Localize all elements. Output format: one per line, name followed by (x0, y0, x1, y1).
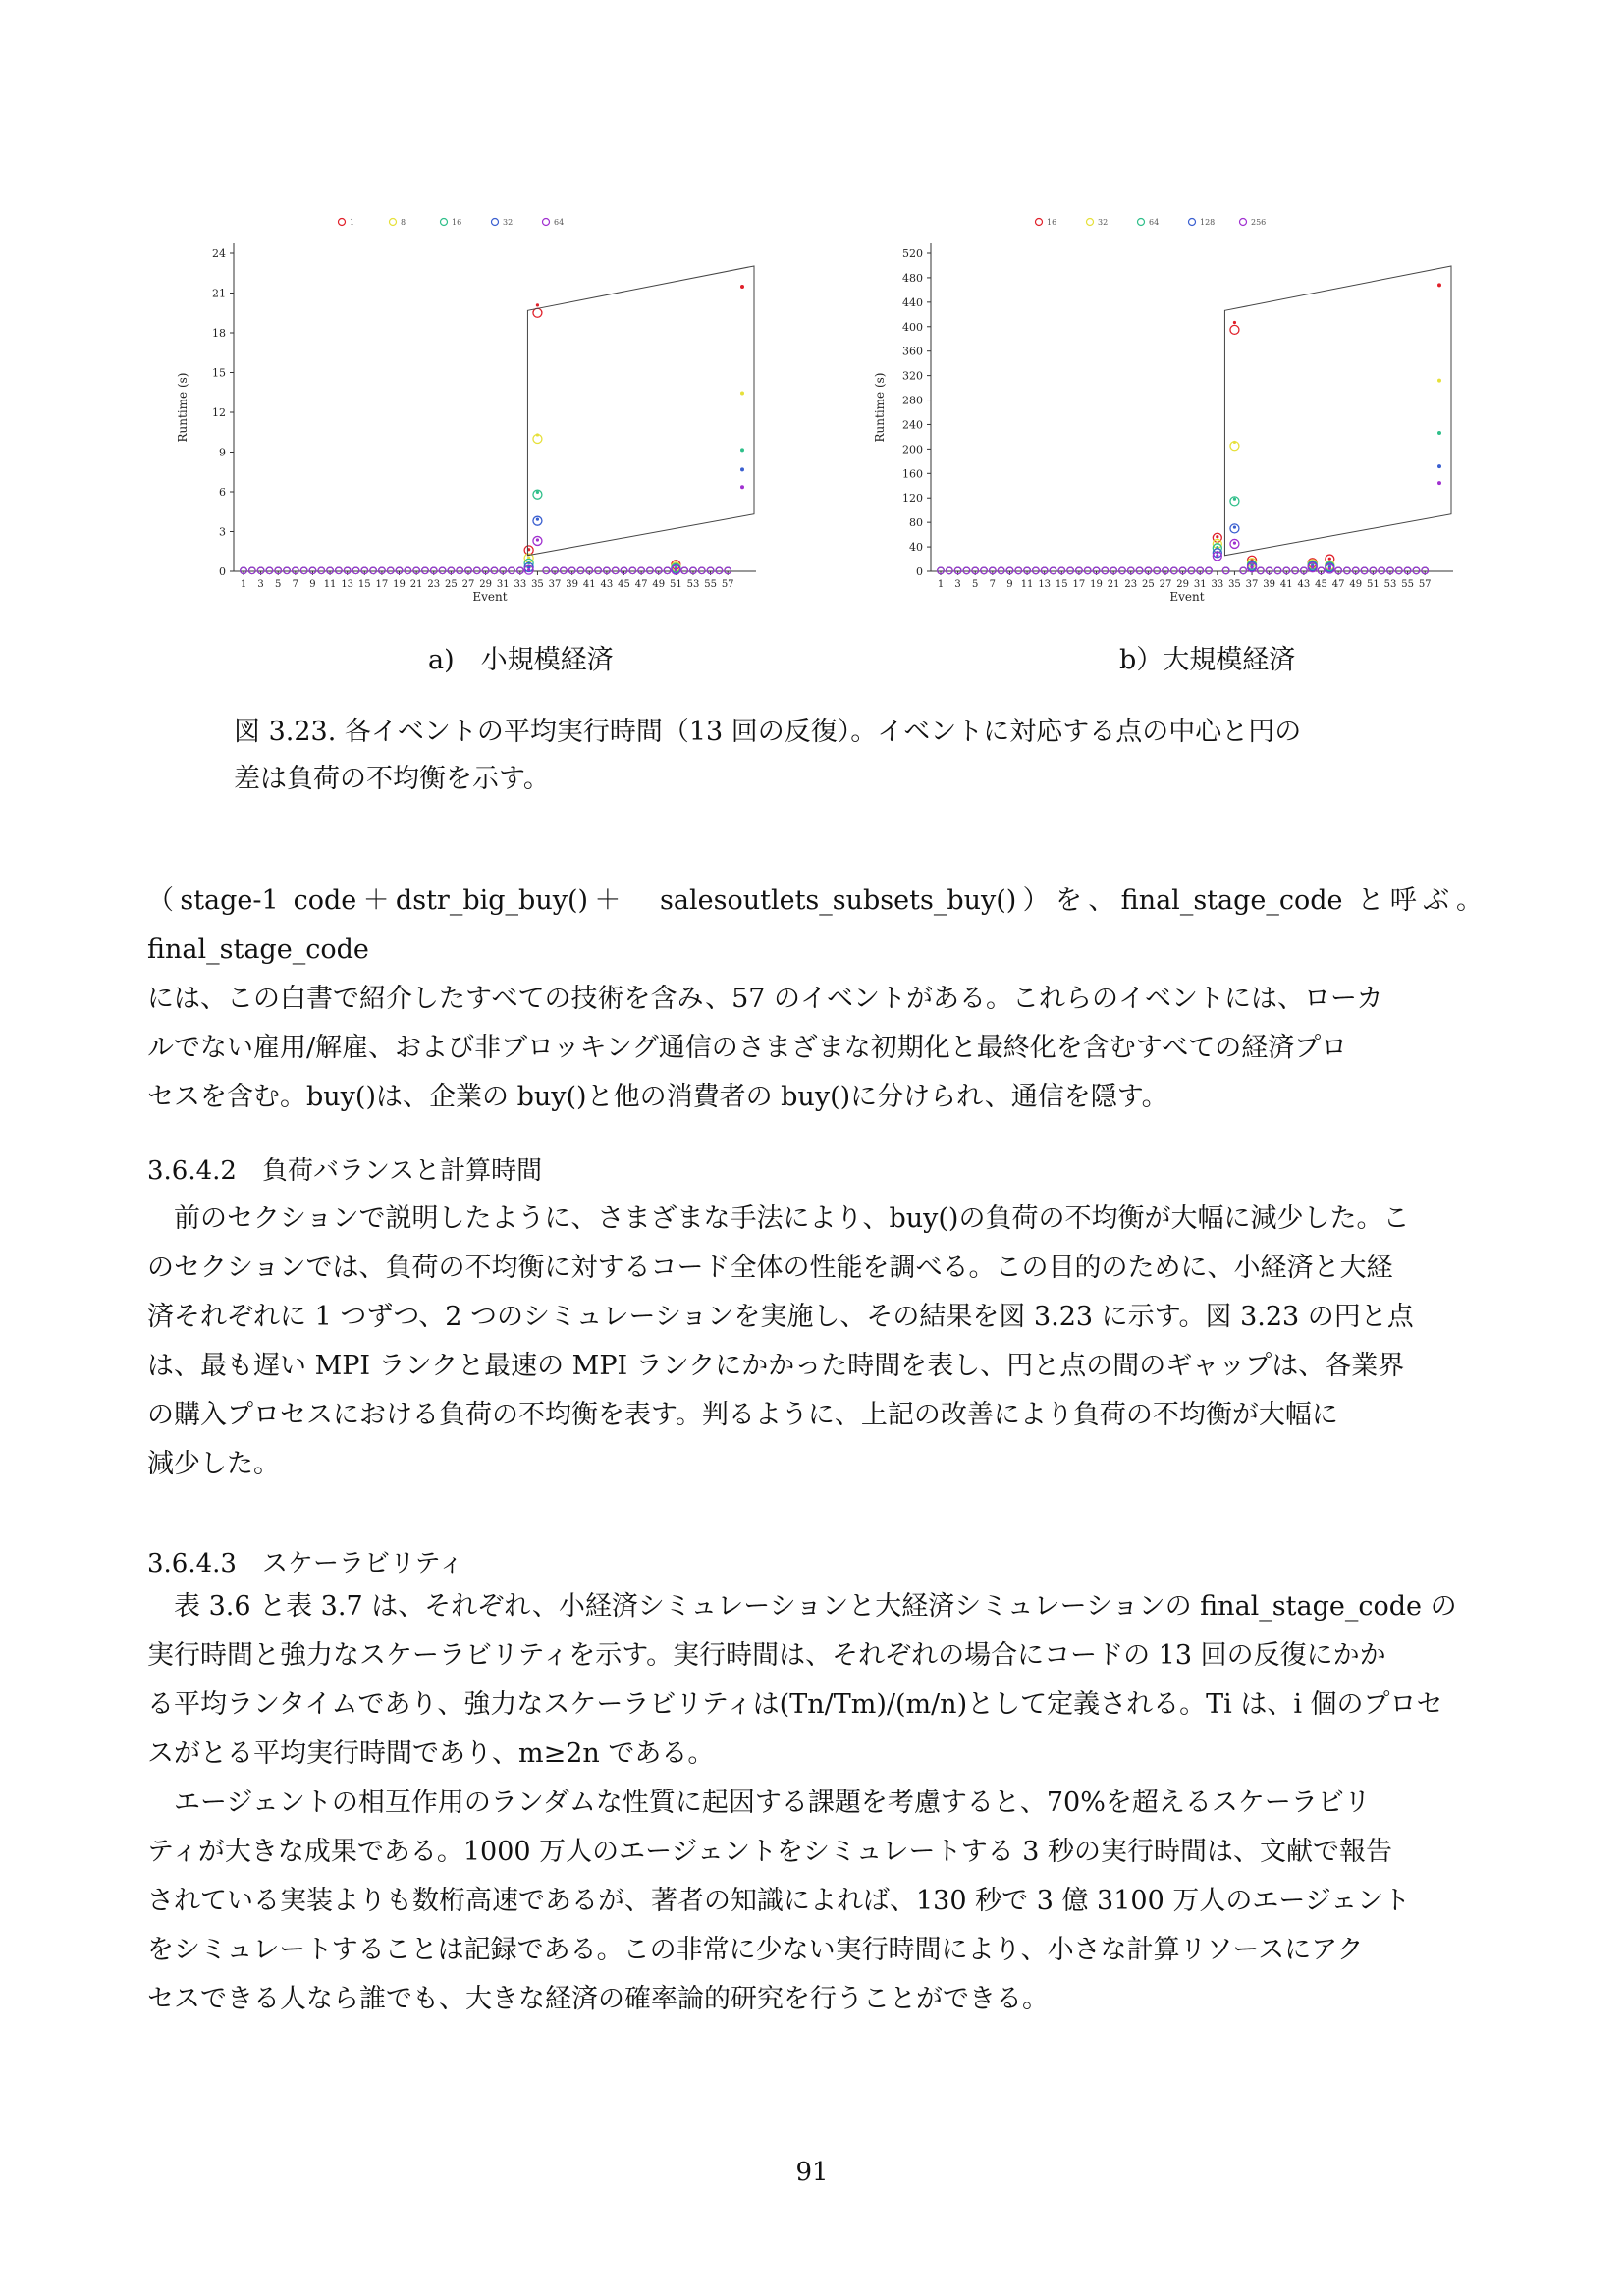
y-tick-label: 320 (902, 369, 923, 383)
data-point (249, 567, 256, 574)
legend-marker (390, 219, 397, 226)
section-heading-3-6-4-2: 3.6.4.2 負荷バランスと計算時間 (147, 1156, 543, 1186)
data-point (1395, 567, 1402, 574)
x-tick-label: 49 (652, 579, 666, 590)
x-tick-label: 35 (1228, 579, 1241, 590)
x-tick-label: 57 (721, 579, 734, 590)
data-point (387, 567, 394, 574)
data-point (1033, 567, 1040, 574)
x-tick-label: 47 (634, 579, 648, 590)
y-tick-label: 6 (219, 486, 226, 499)
data-point (405, 567, 411, 574)
x-tick-label: 19 (1090, 579, 1103, 590)
data-point (1119, 567, 1126, 574)
x-tick-label: 17 (1072, 579, 1086, 590)
legend-marker (1240, 219, 1247, 226)
x-tick-label: 5 (972, 579, 979, 590)
x-tick-label: 33 (514, 579, 527, 590)
legend-label: 16 (452, 218, 462, 227)
data-point (1084, 567, 1091, 574)
x-tick-label: 49 (1349, 579, 1363, 590)
x-tick-label: 31 (1193, 579, 1207, 590)
data-dot (1233, 542, 1236, 545)
x-tick-label: 13 (341, 579, 354, 590)
legend-label: 256 (1251, 218, 1267, 227)
para4-line: セスできる人なら誰でも、大きな経済の確率論的研究を行うことができる。 (147, 1984, 1049, 2014)
data-point (998, 567, 1004, 574)
data-point (1154, 567, 1161, 574)
data-point (612, 567, 619, 574)
x-tick-label: 7 (292, 579, 299, 590)
data-point (1067, 567, 1074, 574)
x-tick-label: 13 (1038, 579, 1052, 590)
para4-line: ティが大きな成果である。1000 万人のエージェントをシミュレートする 3 秒の実行時間は、文献で報告 (147, 1837, 1393, 1867)
para3-line: 実行時間と強力なスケーラビリティを示す。実行時間は、それぞれの場合にコードの 13 回の反復にかか (147, 1640, 1386, 1671)
zoom-point (740, 391, 744, 395)
data-point (473, 567, 480, 574)
para2-line: は、最も遅い MPI ランクと最速の MPI ランクにかかった時間を表し、円と点の間のギャップは、各業界 (147, 1351, 1405, 1381)
x-axis-label: Event (1169, 590, 1205, 604)
para2-line: 前のセクションで説明したように、さまざまな手法により、buy()の負荷の不均衡が大幅に減少した。こ (147, 1203, 1410, 1234)
x-tick-label: 55 (1401, 579, 1414, 590)
data-point (318, 567, 325, 574)
legend-label: 16 (1047, 218, 1057, 227)
data-point (352, 567, 359, 574)
data-point (509, 567, 515, 574)
para2-line: 済それぞれに 1 つずつ、2 つのシミュレーションを実施し、その結果を図 3.23 に示す。図 3.23 の円と点 (147, 1302, 1414, 1332)
data-point (1222, 567, 1229, 574)
legend-label: 8 (401, 218, 406, 227)
page-number: 91 (795, 2158, 829, 2187)
data-dot (1311, 566, 1314, 569)
x-tick-label: 27 (461, 579, 475, 590)
y-tick-label: 280 (902, 394, 923, 407)
x-tick-label: 7 (989, 579, 997, 590)
legend-marker (1189, 219, 1196, 226)
x-tick-label: 35 (531, 579, 544, 590)
x-tick-label: 1 (240, 579, 247, 590)
y-tick-label: 80 (909, 516, 923, 530)
x-tick-label: 27 (1159, 579, 1172, 590)
x-tick-label: 45 (1315, 579, 1327, 590)
legend-label: 64 (1149, 218, 1160, 227)
zoom-point (1437, 464, 1441, 468)
zoom-point (740, 467, 744, 471)
data-dot (1216, 554, 1218, 557)
y-axis-label: Runtime (s) (176, 372, 189, 443)
x-tick-label: 43 (600, 579, 614, 590)
data-point (664, 567, 671, 574)
x-tick-label: 3 (954, 579, 961, 590)
y-tick-label: 12 (212, 406, 226, 419)
para1-line: ルでない雇用/解雇、および非ブロッキング通信のさまざまな初期化と最終化を含むすべての経済プロ (147, 1033, 1348, 1063)
paragraph-3 (147, 1582, 1483, 1779)
x-tick-label: 9 (1006, 579, 1013, 590)
x-tick-label: 11 (323, 579, 337, 590)
data-point (981, 567, 988, 574)
data-point (1206, 567, 1213, 574)
x-tick-label: 5 (275, 579, 282, 590)
y-tick-label: 520 (902, 247, 923, 260)
x-tick-label: 39 (1263, 579, 1276, 590)
x-tick-label: 29 (1176, 579, 1189, 590)
para3-line: スがとる平均実行時間であり、m≥2n である。 (147, 1738, 715, 1769)
y-tick-label: 9 (219, 446, 226, 459)
section-heading-3-6-4-3: 3.6.4.3 スケーラビリティ (147, 1549, 464, 1578)
legend-label: 1 (350, 218, 355, 227)
data-point (284, 567, 291, 574)
legend-marker (492, 219, 499, 226)
data-dot (1233, 498, 1236, 501)
x-tick-label: 33 (1211, 579, 1224, 590)
x-tick-label: 53 (686, 579, 700, 590)
data-point (370, 567, 377, 574)
x-tick-label: 23 (427, 579, 441, 590)
data-point (457, 567, 463, 574)
x-tick-label: 43 (1297, 579, 1311, 590)
x-tick-label: 57 (1418, 579, 1432, 590)
y-tick-label: 440 (902, 295, 923, 309)
data-point (1361, 567, 1368, 574)
x-tick-label: 51 (669, 579, 682, 590)
y-tick-label: 360 (902, 345, 923, 358)
data-point (1170, 567, 1177, 574)
chart-b (864, 206, 1473, 618)
zoom-point (1437, 379, 1441, 383)
data-dot (675, 568, 677, 571)
data-point (1230, 325, 1239, 334)
para4-line: をシミュレートすることは記録である。この非常に少ない実行時間により、小さな計算リソースにアク (147, 1935, 1364, 1965)
data-point (1050, 567, 1056, 574)
x-tick-label: 37 (548, 579, 562, 590)
y-tick-label: 0 (219, 565, 226, 578)
data-point (1413, 567, 1420, 574)
y-axis-label: Runtime (s) (873, 372, 887, 443)
x-tick-label: 15 (1055, 579, 1068, 590)
legend-marker (543, 219, 550, 226)
x-tick-label: 1 (937, 579, 945, 590)
data-point (577, 567, 584, 574)
x-tick-label: 19 (393, 579, 406, 590)
y-tick-label: 15 (212, 366, 226, 380)
para1-line: セスを含む。buy()は、企業の buy()と他の消費者の buy()に分けられ、通信を隠す。 (147, 1082, 1168, 1112)
data-point (629, 567, 636, 574)
data-dot (536, 433, 539, 436)
data-point (336, 567, 343, 574)
para3-line: 表 3.6 と表 3.7 は、それぞれ、小経済シミュレーションと大経済シミュレーションの final_stage_code の (147, 1591, 1457, 1622)
data-point (1274, 567, 1281, 574)
x-tick-label: 41 (1279, 579, 1293, 590)
data-point (1015, 567, 1022, 574)
y-tick-label: 160 (902, 467, 923, 481)
data-point (681, 567, 688, 574)
x-tick-label: 37 (1245, 579, 1259, 590)
para2-line: 減少した。 (147, 1449, 280, 1479)
data-point (300, 567, 307, 574)
para1-line: には、この白書で紹介したすべての技術を含み、57 のイベントがある。これらのイベントには、ローカ (147, 984, 1383, 1014)
figure-b-label: b）大規模経済 (1119, 645, 1296, 675)
paragraph-4 (147, 1779, 1483, 2024)
data-point (647, 567, 654, 574)
chart-a (167, 206, 776, 618)
data-dot (1328, 567, 1331, 570)
zoom-box (1224, 266, 1451, 556)
zoom-point (1437, 481, 1441, 485)
x-tick-label: 3 (257, 579, 264, 590)
x-tick-label: 39 (566, 579, 579, 590)
data-point (439, 567, 446, 574)
y-tick-label: 21 (212, 287, 226, 300)
legend-marker (339, 219, 346, 226)
paragraph-2 (147, 1195, 1483, 1489)
data-point (716, 567, 723, 574)
legend-label: 32 (503, 218, 514, 227)
y-tick-label: 40 (909, 541, 923, 555)
figure-caption (234, 709, 1422, 803)
data-dot (1233, 525, 1236, 528)
legend-marker (1087, 219, 1094, 226)
x-tick-label: 21 (1107, 579, 1120, 590)
x-tick-label: 53 (1383, 579, 1397, 590)
data-dot (536, 491, 539, 494)
data-point (1379, 567, 1385, 574)
x-axis-label: Event (472, 590, 508, 604)
y-tick-label: 480 (902, 271, 923, 285)
data-dot (536, 538, 539, 541)
legend-label: 32 (1098, 218, 1109, 227)
data-point (533, 308, 542, 317)
y-tick-label: 3 (219, 525, 226, 539)
zoom-point (740, 485, 744, 489)
figure-a (167, 206, 776, 618)
x-tick-label: 21 (409, 579, 423, 590)
zoom-box (527, 266, 754, 556)
data-point (963, 567, 970, 574)
y-tick-label: 200 (902, 443, 923, 456)
legend-marker (1036, 219, 1043, 226)
paragraph-1 (147, 877, 1483, 1122)
x-tick-label: 25 (445, 579, 458, 590)
data-dot (1233, 321, 1236, 324)
figure-a-label: a) 小規模経済 (428, 645, 614, 675)
x-tick-label: 45 (618, 579, 630, 590)
y-tick-label: 240 (902, 418, 923, 432)
zoom-point (1437, 431, 1441, 435)
x-tick-label: 25 (1142, 579, 1155, 590)
data-point (1136, 567, 1143, 574)
data-point (1258, 567, 1265, 574)
data-point (543, 567, 550, 574)
x-tick-label: 15 (357, 579, 371, 590)
x-tick-label: 47 (1331, 579, 1345, 590)
para2-line: の購入プロセスにおける負荷の不均衡を表す。判るように、上記の改善により負荷の不均衡が大幅に (147, 1400, 1338, 1430)
data-point (1188, 567, 1195, 574)
x-tick-label: 31 (496, 579, 510, 590)
data-dot (1250, 566, 1253, 569)
data-point (491, 567, 498, 574)
zoom-point (740, 448, 744, 452)
y-tick-label: 0 (916, 565, 923, 578)
data-dot (1216, 535, 1218, 538)
para4-line: されている実装よりも数桁高速であるが、著者の知識によれば、130 秒で 3 億 3100 万人のエージェント (147, 1886, 1411, 1916)
y-tick-label: 18 (212, 327, 226, 340)
caption-line-2: 差は負荷の不均衡を示す。 (234, 764, 550, 794)
y-tick-label: 400 (902, 320, 923, 334)
para1-line: （stage-1 code＋dstr_big_buy()＋ salesoutlets_subsets_buy()）を、final_stage_code と呼ぶ。final_stage_code (147, 885, 1483, 965)
x-tick-label: 17 (375, 579, 389, 590)
data-point (698, 567, 705, 574)
y-tick-label: 24 (212, 247, 226, 260)
x-tick-label: 29 (479, 579, 492, 590)
para2-line: のセクションでは、負荷の不均衡に対するコード全体の性能を調べる。この目的のために、小経済と大経 (147, 1253, 1393, 1283)
data-point (422, 567, 429, 574)
data-point (1292, 567, 1299, 574)
data-dot (527, 568, 530, 571)
x-tick-label: 51 (1366, 579, 1380, 590)
data-point (595, 567, 602, 574)
x-tick-label: 11 (1020, 579, 1034, 590)
x-tick-label: 41 (582, 579, 596, 590)
data-point (1240, 567, 1247, 574)
x-tick-label: 23 (1124, 579, 1138, 590)
y-tick-label: 120 (902, 492, 923, 506)
data-point (1102, 567, 1109, 574)
para3-line: る平均ランタイムであり、強力なスケーラビリティは(Tn/Tm)/(m/n)として定義される。Ti は、i 個のプロセ (147, 1689, 1443, 1720)
legend-marker (1138, 219, 1145, 226)
x-tick-label: 9 (309, 579, 316, 590)
data-dot (1233, 441, 1236, 444)
para4-line: エージェントの相互作用のランダムな性質に起因する課題を考慮すると、70%を超えるスケーラビリ (147, 1788, 1371, 1818)
zoom-point (1437, 283, 1441, 287)
data-point (266, 567, 273, 574)
legend-marker (441, 219, 448, 226)
caption-line-1: 図 3.23. 各イベントの平均実行時間（13 回の反復）。イベントに対応する点の中心と円の (234, 717, 1302, 747)
x-tick-label: 55 (704, 579, 717, 590)
figure-b (864, 206, 1473, 618)
data-dot (1328, 558, 1331, 561)
data-dot (536, 303, 539, 306)
data-dot (536, 518, 539, 521)
data-point (947, 567, 953, 574)
data-point (1344, 567, 1351, 574)
legend-label: 128 (1200, 218, 1216, 227)
legend-label: 64 (554, 218, 565, 227)
data-point (561, 567, 568, 574)
zoom-point (740, 285, 744, 289)
